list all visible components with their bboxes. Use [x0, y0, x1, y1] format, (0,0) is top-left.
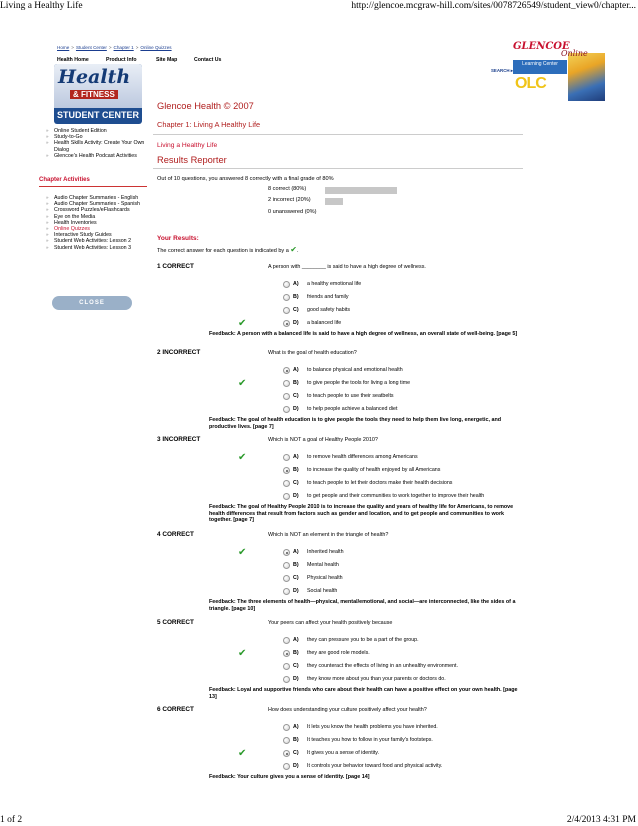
- radio-button[interactable]: [283, 406, 290, 413]
- option-letter: A): [293, 367, 299, 373]
- book-cover-image: [568, 53, 605, 101]
- sidebar-item-audio-english[interactable]: » Audio Chapter Summaries - English: [44, 195, 146, 201]
- sidebar-item-podcast[interactable]: » Glencoe's Health Podcast Activities: [44, 153, 146, 159]
- answer-option[interactable]: [283, 320, 523, 328]
- radio-button[interactable]: [283, 307, 290, 314]
- sidebar-item-study-guides[interactable]: » Interactive Study Guides: [44, 232, 146, 238]
- option-text: they can pressure you to be a part of the group.: [307, 637, 419, 643]
- answer-option[interactable]: [283, 549, 523, 557]
- answer-option[interactable]: [283, 307, 523, 315]
- sidebar-item-health-skills[interactable]: » Health Skills Activity: Create Your Own Dialog: [44, 140, 146, 152]
- answer-feedback: Feedback: Loyal and supportive friends who care about their health can have a positive effect on your own health. [page 13]: [209, 687, 518, 700]
- answer-option[interactable]: [283, 467, 523, 475]
- answer-option[interactable]: [283, 737, 523, 745]
- option-text: to increase the quality of health enjoyed by all Americans: [307, 467, 441, 473]
- option-text: to help people achieve a balanced diet: [307, 406, 398, 412]
- radio-button[interactable]: [283, 562, 290, 569]
- correct-checkmark-icon: ✔: [238, 452, 247, 463]
- breadcrumb-online-quizzes[interactable]: Online Quizzes: [140, 45, 172, 50]
- answer-option[interactable]: [283, 406, 523, 414]
- nav-product-info[interactable]: Product Info: [106, 57, 137, 63]
- option-letter: B): [293, 737, 299, 743]
- question-number: 3 INCORRECT: [157, 436, 201, 443]
- sidebar-item-web-lesson-2[interactable]: » Student Web Activities: Lesson 2: [44, 238, 136, 244]
- breadcrumb-chapter[interactable]: Chapter 1: [113, 45, 134, 50]
- sidebar-top-links: [44, 128, 146, 159]
- divider: [39, 186, 147, 187]
- question-text: Which is NOT a goal of Healthy People 2010?: [268, 437, 378, 443]
- option-text: they know more about you than your parents or doctors do.: [307, 676, 446, 682]
- option-text: to teach people to use their seatbelts: [307, 393, 394, 399]
- answer-option[interactable]: [283, 724, 523, 732]
- chapter-activities-heading: Chapter Activities: [39, 177, 90, 183]
- search-arrow-icon: ▸: [510, 68, 513, 73]
- radio-button[interactable]: [283, 750, 290, 757]
- results-reporter-heading: Results Reporter: [157, 155, 227, 165]
- score-summary: Out of 10 questions, you answered 8 correctly with a final grade of 80%: [157, 176, 334, 182]
- option-text: friends and family: [307, 294, 349, 300]
- option-letter: D): [293, 588, 299, 594]
- option-letter: B): [293, 467, 299, 473]
- question-number: 2 INCORRECT: [157, 349, 201, 356]
- option-letter: D): [293, 320, 299, 326]
- answer-option[interactable]: [283, 750, 523, 758]
- radio-button[interactable]: [283, 281, 290, 288]
- page-title: Glencoe Health © 2007: [157, 101, 254, 111]
- radio-button[interactable]: [283, 493, 290, 500]
- sidebar-item-online-quizzes[interactable]: » Online Quizzes: [44, 226, 146, 232]
- nav-contact-us[interactable]: Contact Us: [194, 57, 222, 63]
- answer-option[interactable]: [283, 380, 523, 388]
- radio-button[interactable]: [283, 575, 290, 582]
- option-letter: C): [293, 393, 299, 399]
- sidebar-item-audio-spanish[interactable]: » Audio Chapter Summaries - Spanish: [44, 201, 146, 207]
- sidebar-item-online-student-edition[interactable]: » Online Student Edition: [44, 128, 146, 134]
- health-fitness-logo: Health & FITNESS STUDENT CENTER: [54, 64, 142, 124]
- sidebar-item-study-to-go[interactable]: » Study-to-Go: [44, 134, 146, 140]
- radio-button[interactable]: [283, 650, 290, 657]
- answer-option[interactable]: [283, 650, 523, 658]
- answer-feedback: Feedback: Your culture gives you a sense of identity. [page 14]: [209, 774, 370, 780]
- breadcrumb: Home > Student Center > Chapter 1 > Online Quizzes: [57, 45, 172, 50]
- print-url: http://glencoe.mcgraw-hill.com/sites/0078726549/student_view0/chapter...: [351, 1, 636, 11]
- answer-option[interactable]: [283, 663, 523, 671]
- answer-option[interactable]: [283, 562, 523, 570]
- answer-option[interactable]: [283, 588, 523, 596]
- option-letter: D): [293, 763, 299, 769]
- option-text: a balanced life: [307, 320, 342, 326]
- correct-checkmark-icon: ✔: [238, 648, 247, 659]
- sidebar-item-crossword[interactable]: » Crossword Puzzles/eFlashcards: [44, 207, 146, 213]
- option-text: to teach people to let their doctors make their health decisions: [307, 480, 453, 486]
- radio-button[interactable]: [283, 294, 290, 301]
- sidebar-item-web-lesson-3[interactable]: » Student Web Activities: Lesson 3: [44, 245, 136, 251]
- radio-button[interactable]: [283, 320, 290, 327]
- sidebar-item-eye-on-media[interactable]: » Eye on the Media: [44, 214, 146, 220]
- question-text: A person with ________ is said to have a high degree of wellness.: [268, 264, 426, 270]
- radio-button[interactable]: [283, 480, 290, 487]
- option-letter: B): [293, 650, 299, 656]
- answer-option[interactable]: [283, 493, 523, 501]
- radio-button[interactable]: [283, 663, 290, 670]
- option-text: good safety habits: [307, 307, 350, 313]
- radio-button[interactable]: [283, 380, 290, 387]
- option-letter: A): [293, 454, 299, 460]
- option-letter: A): [293, 549, 299, 555]
- option-text: a healthy emotional life: [307, 281, 362, 287]
- print-header: [0, 0, 638, 14]
- radio-button[interactable]: [283, 393, 290, 400]
- answer-option[interactable]: [283, 575, 523, 583]
- question-number: 6 CORRECT: [157, 706, 194, 713]
- score-bar: [325, 187, 397, 194]
- question-number: 1 CORRECT: [157, 263, 194, 270]
- answer-option[interactable]: [283, 637, 523, 645]
- answer-option[interactable]: [283, 393, 523, 401]
- option-text: It teaches you how to follow in your family's footsteps.: [307, 737, 433, 743]
- option-text: Mental health: [307, 562, 339, 568]
- correct-checkmark-icon: ✔: [238, 318, 247, 329]
- answer-feedback: Feedback: The goal of Healthy People 2010 is to increase the quality and years of healthy life for Americans, to remove health differences that result from factors such as gender and location, and to get people and communities to work together. [page 7]: [209, 504, 514, 524]
- correct-checkmark-icon: ✔: [238, 378, 247, 389]
- option-text: they are good role models.: [307, 650, 370, 656]
- answer-feedback: Feedback: The goal of health education is to give people the tools they need to help them live long, energetic, and productive lives. [page 7]: [209, 417, 502, 430]
- your-results-heading: Your Results:: [157, 235, 199, 242]
- print-datetime: 2/4/2013 4:31 PM: [566, 815, 636, 825]
- option-text: to give people the tools for living a long time: [307, 380, 411, 386]
- question-number: 5 CORRECT: [157, 619, 194, 626]
- question-number: 4 CORRECT: [157, 531, 194, 538]
- answer-option[interactable]: [283, 480, 523, 488]
- close-button[interactable]: CLOSE: [52, 296, 132, 310]
- nav-health-home[interactable]: Health Home: [57, 57, 89, 63]
- sidebar-item-health-inventories[interactable]: » Health Inventories: [44, 220, 146, 226]
- score-stat-label: 0 unanswered (0%): [268, 209, 317, 215]
- radio-button[interactable]: [283, 467, 290, 474]
- question-text: How does understanding your culture positively affect your health?: [268, 707, 427, 713]
- option-letter: C): [293, 480, 299, 486]
- answer-feedback: Feedback: The three elements of health—physical, mental/emotional, and social—are interconnected, like the sides of a triangle. [page 10]: [209, 599, 516, 612]
- olc-logo: GLENCOE Online Learning Center OLC: [513, 41, 605, 101]
- radio-button[interactable]: [283, 676, 290, 683]
- divider: [153, 168, 523, 169]
- print-page-title: Living a Healthy Life: [0, 1, 83, 11]
- score-stat-label: 8 correct (80%): [268, 186, 307, 192]
- option-letter: C): [293, 575, 299, 581]
- checkmark-icon: ✔: [290, 245, 297, 254]
- results-note: The correct answer for each question is indicated by a ✔.: [157, 245, 299, 254]
- radio-button[interactable]: [283, 724, 290, 731]
- print-footer: [0, 812, 638, 826]
- chapter-title: Chapter 1: Living A Healthy Life: [157, 120, 261, 129]
- answer-option[interactable]: [283, 676, 523, 684]
- divider: [153, 134, 523, 135]
- answer-option[interactable]: [283, 294, 523, 302]
- option-text: Inherited health: [307, 549, 344, 555]
- print-page-number: 1 of 2: [0, 815, 23, 825]
- option-letter: C): [293, 307, 299, 313]
- correct-checkmark-icon: ✔: [238, 748, 247, 759]
- option-letter: A): [293, 724, 299, 730]
- radio-button[interactable]: [283, 637, 290, 644]
- option-letter: B): [293, 562, 299, 568]
- radio-button[interactable]: [283, 454, 290, 461]
- option-letter: C): [293, 750, 299, 756]
- question-text: Your peers can affect your health positively because: [268, 620, 393, 626]
- answer-option[interactable]: [283, 454, 523, 462]
- radio-button[interactable]: [283, 588, 290, 595]
- radio-button[interactable]: [283, 367, 290, 374]
- option-text: to balance physical and emotional health: [307, 367, 403, 373]
- option-letter: A): [293, 281, 299, 287]
- option-text: It lets you know the health problems you have inherited.: [307, 724, 438, 730]
- option-text: to get people and their communities to work together to improve their health: [307, 493, 485, 499]
- option-letter: A): [293, 637, 299, 643]
- answer-feedback: Feedback: A person with a balanced life is said to have a high degree of wellness, an overall state of well-being. [page 5]: [209, 331, 518, 337]
- radio-button[interactable]: [283, 737, 290, 744]
- search-link[interactable]: SEARCH ▸: [491, 68, 513, 73]
- score-bar: [325, 198, 343, 205]
- answer-option[interactable]: [283, 763, 523, 771]
- option-letter: B): [293, 380, 299, 386]
- option-letter: C): [293, 663, 299, 669]
- answer-option[interactable]: [283, 281, 523, 289]
- breadcrumb-student-center[interactable]: Student Center: [75, 45, 107, 50]
- option-text: they counteract the effects of living in an unhealthy environment.: [307, 663, 458, 669]
- nav-site-map[interactable]: Site Map: [156, 57, 178, 63]
- radio-button[interactable]: [283, 549, 290, 556]
- sidebar-chapter-links: [44, 195, 146, 251]
- option-text: It gives you a sense of identity.: [307, 750, 380, 756]
- answer-option[interactable]: [283, 367, 523, 375]
- option-letter: D): [293, 676, 299, 682]
- question-text: Which is NOT an element in the triangle of health?: [268, 532, 389, 538]
- radio-button[interactable]: [283, 763, 290, 770]
- question-text: What is the goal of health education?: [268, 350, 357, 356]
- option-letter: D): [293, 493, 299, 499]
- option-text: Physical health: [307, 575, 343, 581]
- option-text: to remove health differences among Americans: [307, 454, 418, 460]
- score-stat-label: 2 incorrect (20%): [268, 197, 311, 203]
- option-letter: D): [293, 406, 299, 412]
- breadcrumb-home[interactable]: Home: [57, 45, 70, 50]
- option-letter: B): [293, 294, 299, 300]
- option-text: It controls your behavior toward food and physical activity.: [307, 763, 443, 769]
- option-text: Social health: [307, 588, 338, 594]
- correct-checkmark-icon: ✔: [238, 547, 247, 558]
- lesson-title: Living a Healthy Life: [157, 142, 218, 149]
